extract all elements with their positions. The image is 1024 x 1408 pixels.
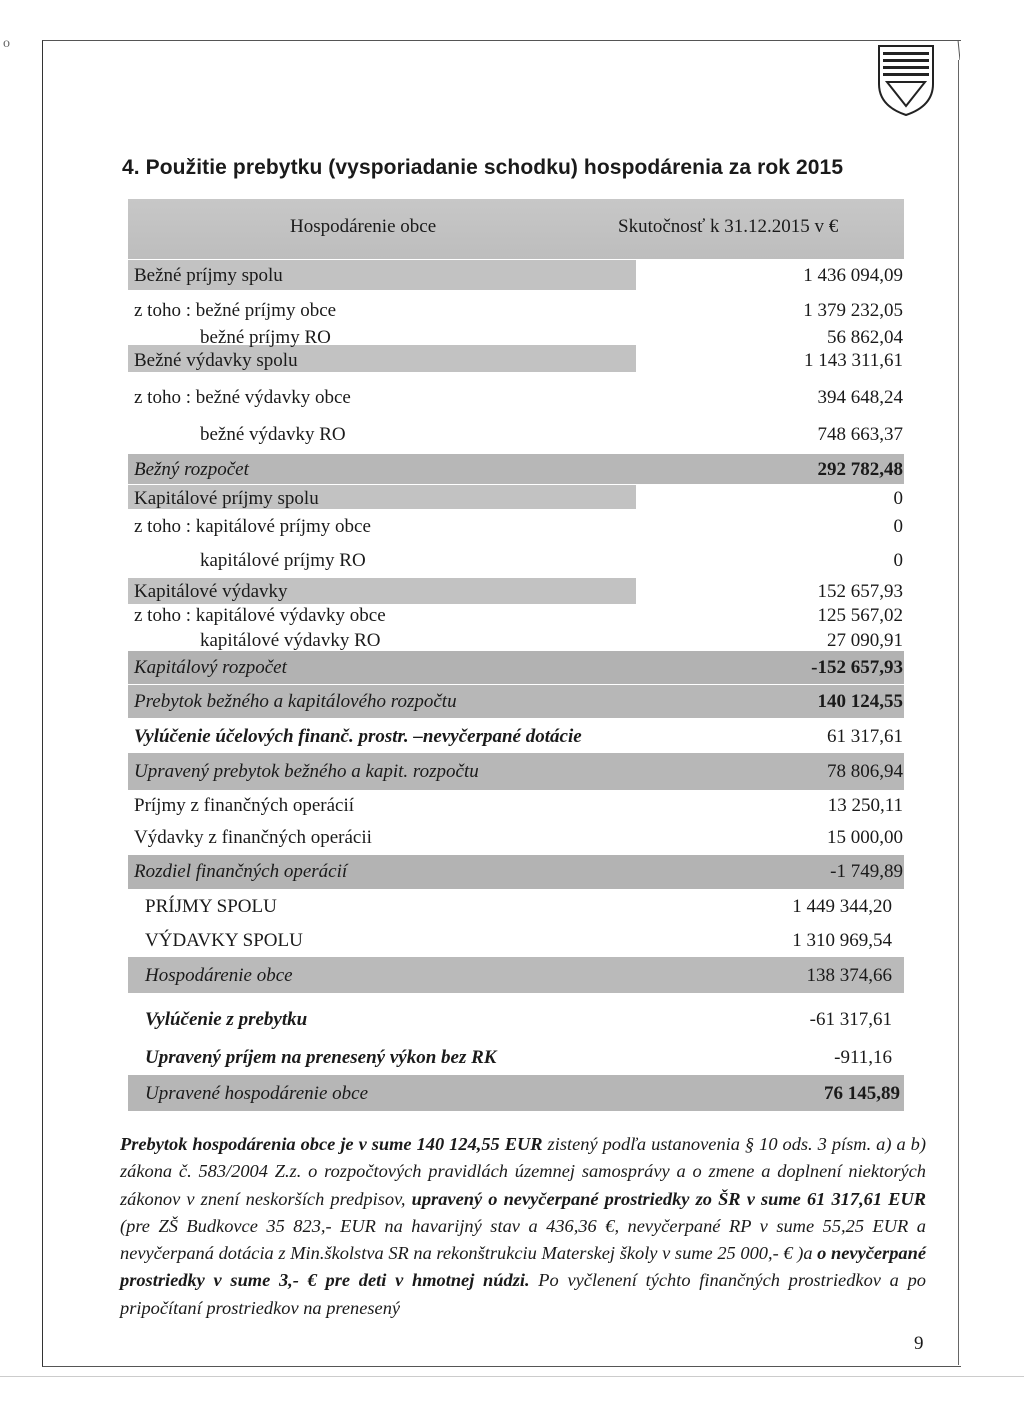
- row-label: Kapitálové príjmy spolu: [134, 488, 319, 509]
- top-margin-mark: o: [3, 36, 10, 51]
- row-value: 394 648,24: [817, 387, 903, 408]
- row-value: 1 379 232,05: [803, 300, 903, 321]
- row-label: Hospodárenie obce: [145, 965, 293, 986]
- row-label: Prebytok bežného a kapitálového rozpočtu: [134, 691, 457, 712]
- para-bold-3: upravený o nevyčerpané prostriedky zo ŠR v sume 61 317,61 EUR: [411, 1188, 926, 1209]
- bottom-divider: [0, 1376, 1024, 1377]
- para-text-2: zistený podľa ustanovenia § 10 ods. 3 písm. a) a b) zákona č. 583/2004 Z.z. o rozpočtových pravidlách územnej samosprávy a o zmene a doplnení niektorých zákonov v znení neskorších predpisov,: [120, 1134, 926, 1209]
- row-label: Výdavky z finančných operácii: [134, 827, 372, 848]
- row-label: Vylúčenie z prebytku: [145, 1009, 308, 1030]
- row-label: z toho : kapitálové výdavky obce: [134, 605, 386, 626]
- page-number: 9: [914, 1333, 924, 1354]
- row-value: 78 806,94: [827, 761, 903, 782]
- row-value: -61 317,61: [809, 1009, 892, 1030]
- page-corner-fold: [940, 40, 960, 60]
- row-label: Bežný rozpočet: [134, 459, 249, 480]
- row-label: Bežné príjmy spolu: [134, 265, 283, 286]
- section-title: 4. Použitie prebytku (vysporiadanie schodku) hospodárenia za rok 2015: [122, 156, 844, 179]
- para-text-6: Po vyčlenení týchto finančných prostriedkov a po pripočítaní prostriedkov na prenesený: [120, 1270, 926, 1318]
- row-label: Upravený prebytok bežného a kapit. rozpočtu: [134, 761, 479, 782]
- row-value: 0: [893, 488, 903, 509]
- row-label: Príjmy z finančných operácií: [134, 795, 355, 816]
- explanatory-paragraph: [120, 1131, 926, 1322]
- row-value: -152 657,93: [811, 657, 903, 678]
- row-value: 76 145,89: [824, 1083, 900, 1104]
- row-label: z toho : bežné príjmy obce: [134, 300, 337, 321]
- row-label: PRÍJMY SPOLU: [145, 896, 277, 917]
- row-label: Kapitálový rozpočet: [134, 657, 287, 678]
- para-text-4: (pre ZŠ Budkovce 35 823,- EUR na havarijný stav a 436,36 €, nevyčerpané RP v sume 55,25 EUR a nevyčerpaná dotácia z Min.školstva SR na rekonštrukciu Materskej školy v sume 25 000,- € )a: [120, 1215, 926, 1264]
- row-value: 0: [893, 516, 903, 537]
- row-value: 61 317,61: [827, 726, 903, 747]
- table-header-col2: Skutočnosť k 31.12.2015 v €: [618, 216, 839, 237]
- row-value: 27 090,91: [827, 630, 903, 651]
- row-value: -1 749,89: [830, 861, 903, 882]
- para-bold-5: o nevyčerpané prostriedky v sume 3,- € pre deti v hmotnej núdzi.: [120, 1243, 926, 1291]
- row-label: bežné výdavky RO: [200, 424, 346, 445]
- row-label: Upravený príjem na prenesený výkon bez RK: [145, 1047, 497, 1068]
- row-value: 1 310 969,54: [792, 930, 892, 951]
- row-value: 292 782,48: [817, 459, 903, 480]
- row-label: Bežné výdavky spolu: [134, 350, 298, 371]
- row-label: Kapitálové výdavky: [134, 581, 288, 602]
- row-value: 138 374,66: [806, 965, 892, 986]
- para-bold-1: Prebytok hospodárenia obce je v sume 140 124,55 EUR: [120, 1134, 543, 1154]
- row-label: Upravené hospodárenie obce: [145, 1083, 369, 1104]
- coat-of-arms-icon: [873, 42, 939, 118]
- row-label: bežné príjmy RO: [200, 327, 331, 348]
- row-value: 13 250,11: [827, 795, 903, 816]
- row-label: kapitálové výdavky RO: [200, 630, 381, 651]
- row-value: 140 124,55: [817, 691, 903, 712]
- row-value: 1 143 311,61: [803, 350, 903, 371]
- row-label: VÝDAVKY SPOLU: [145, 930, 303, 951]
- row-label: z toho : kapitálové príjmy obce: [134, 516, 371, 537]
- page-border-right: [958, 60, 959, 1365]
- row-value: 152 657,93: [817, 581, 903, 602]
- row-value: -911,16: [834, 1047, 892, 1068]
- row-value: 748 663,37: [817, 424, 903, 445]
- row-label: Vylúčenie účelových finanč. prostr. –nevyčerpané dotácie: [134, 726, 582, 747]
- row-value: 15 000,00: [827, 827, 903, 848]
- row-value: 1 449 344,20: [792, 896, 892, 917]
- row-value: 56 862,04: [827, 327, 903, 348]
- row-value: 0: [893, 550, 903, 571]
- row-label: z toho : bežné výdavky obce: [134, 387, 351, 408]
- row-value: 125 567,02: [817, 605, 903, 626]
- row-label: Rozdiel finančných operácií: [134, 861, 348, 882]
- row-value: 1 436 094,09: [803, 265, 903, 286]
- row-label: kapitálové príjmy RO: [200, 550, 366, 571]
- table-header-col1: Hospodárenie obce: [290, 216, 437, 237]
